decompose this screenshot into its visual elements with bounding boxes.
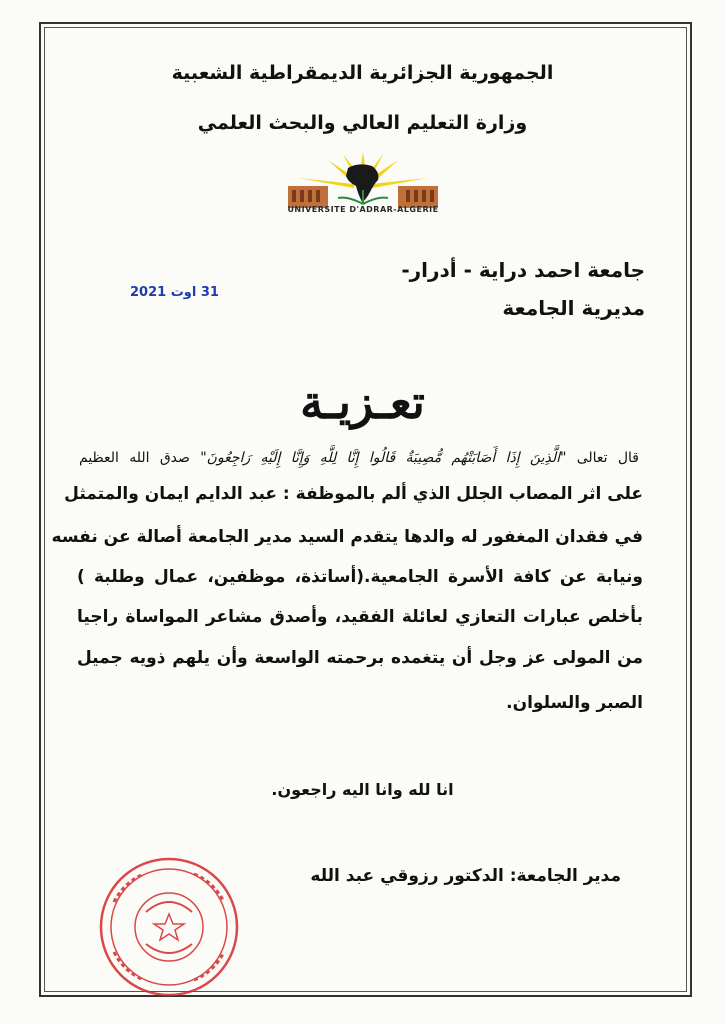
logo-caption: UNIVERSITE D'ADRAR-ALGERIE [287, 205, 439, 214]
directorate-name: مديرية الجامعة [502, 296, 645, 320]
university-name: جامعة احمد دراية - أدرار- [401, 258, 645, 282]
official-seal-stamp [84, 852, 254, 1002]
palm-leaves-icon [338, 190, 388, 204]
quran-quote [79, 450, 639, 466]
quran-outro: " صدق الله العظيم [79, 450, 207, 466]
body-line: على اثر المصاب الجلل الذي ألم بالموظفة : عبد الدايم ايمان والمتمثل [64, 484, 643, 504]
document-title: تعـزيـة [300, 375, 425, 429]
quran-verse: الَّذِينَ إِذَا أَصَابَتْهُم مُّصِيبَةٌ قَالُوا إِنَّا لِلَّهِ وَإِنَّا إِلَيْهِ رَاجِعُونَ [206, 450, 560, 466]
body-line: بأخلص عبارات التعازي لعائلة الفقيد، وأصدق مشاعر المواساة راجيا [77, 607, 643, 627]
body-line: من المولى عز وجل أن يتغمده برحمته الواسعة وأن يلهم ذويه جميل [77, 648, 643, 668]
ministry-header: وزارة التعليم العالي والبحث العلمي [197, 112, 528, 134]
body-line: الصبر والسلوان. [506, 693, 643, 713]
republic-header: الجمهورية الجزائرية الديمقراطية الشعبية [171, 62, 554, 84]
quran-intro: قال تعالى " [559, 450, 639, 466]
closing-phrase: انا لله وانا اليه راجعون. [271, 780, 454, 799]
body-line: في فقدان المغفور له والدها يتقدم السيد مدير الجامعة أصالة عن نفسه [51, 527, 643, 547]
body-line: ونيابة عن كافة الأسرة الجامعية.(أساتذة، موظفين، عمال وطلبة ) [77, 567, 643, 587]
signature-line: مدير الجامعة: الدكتور رزوقي عبد الله [310, 866, 621, 886]
date-stamp: 31 اوت 2021 [130, 285, 219, 300]
